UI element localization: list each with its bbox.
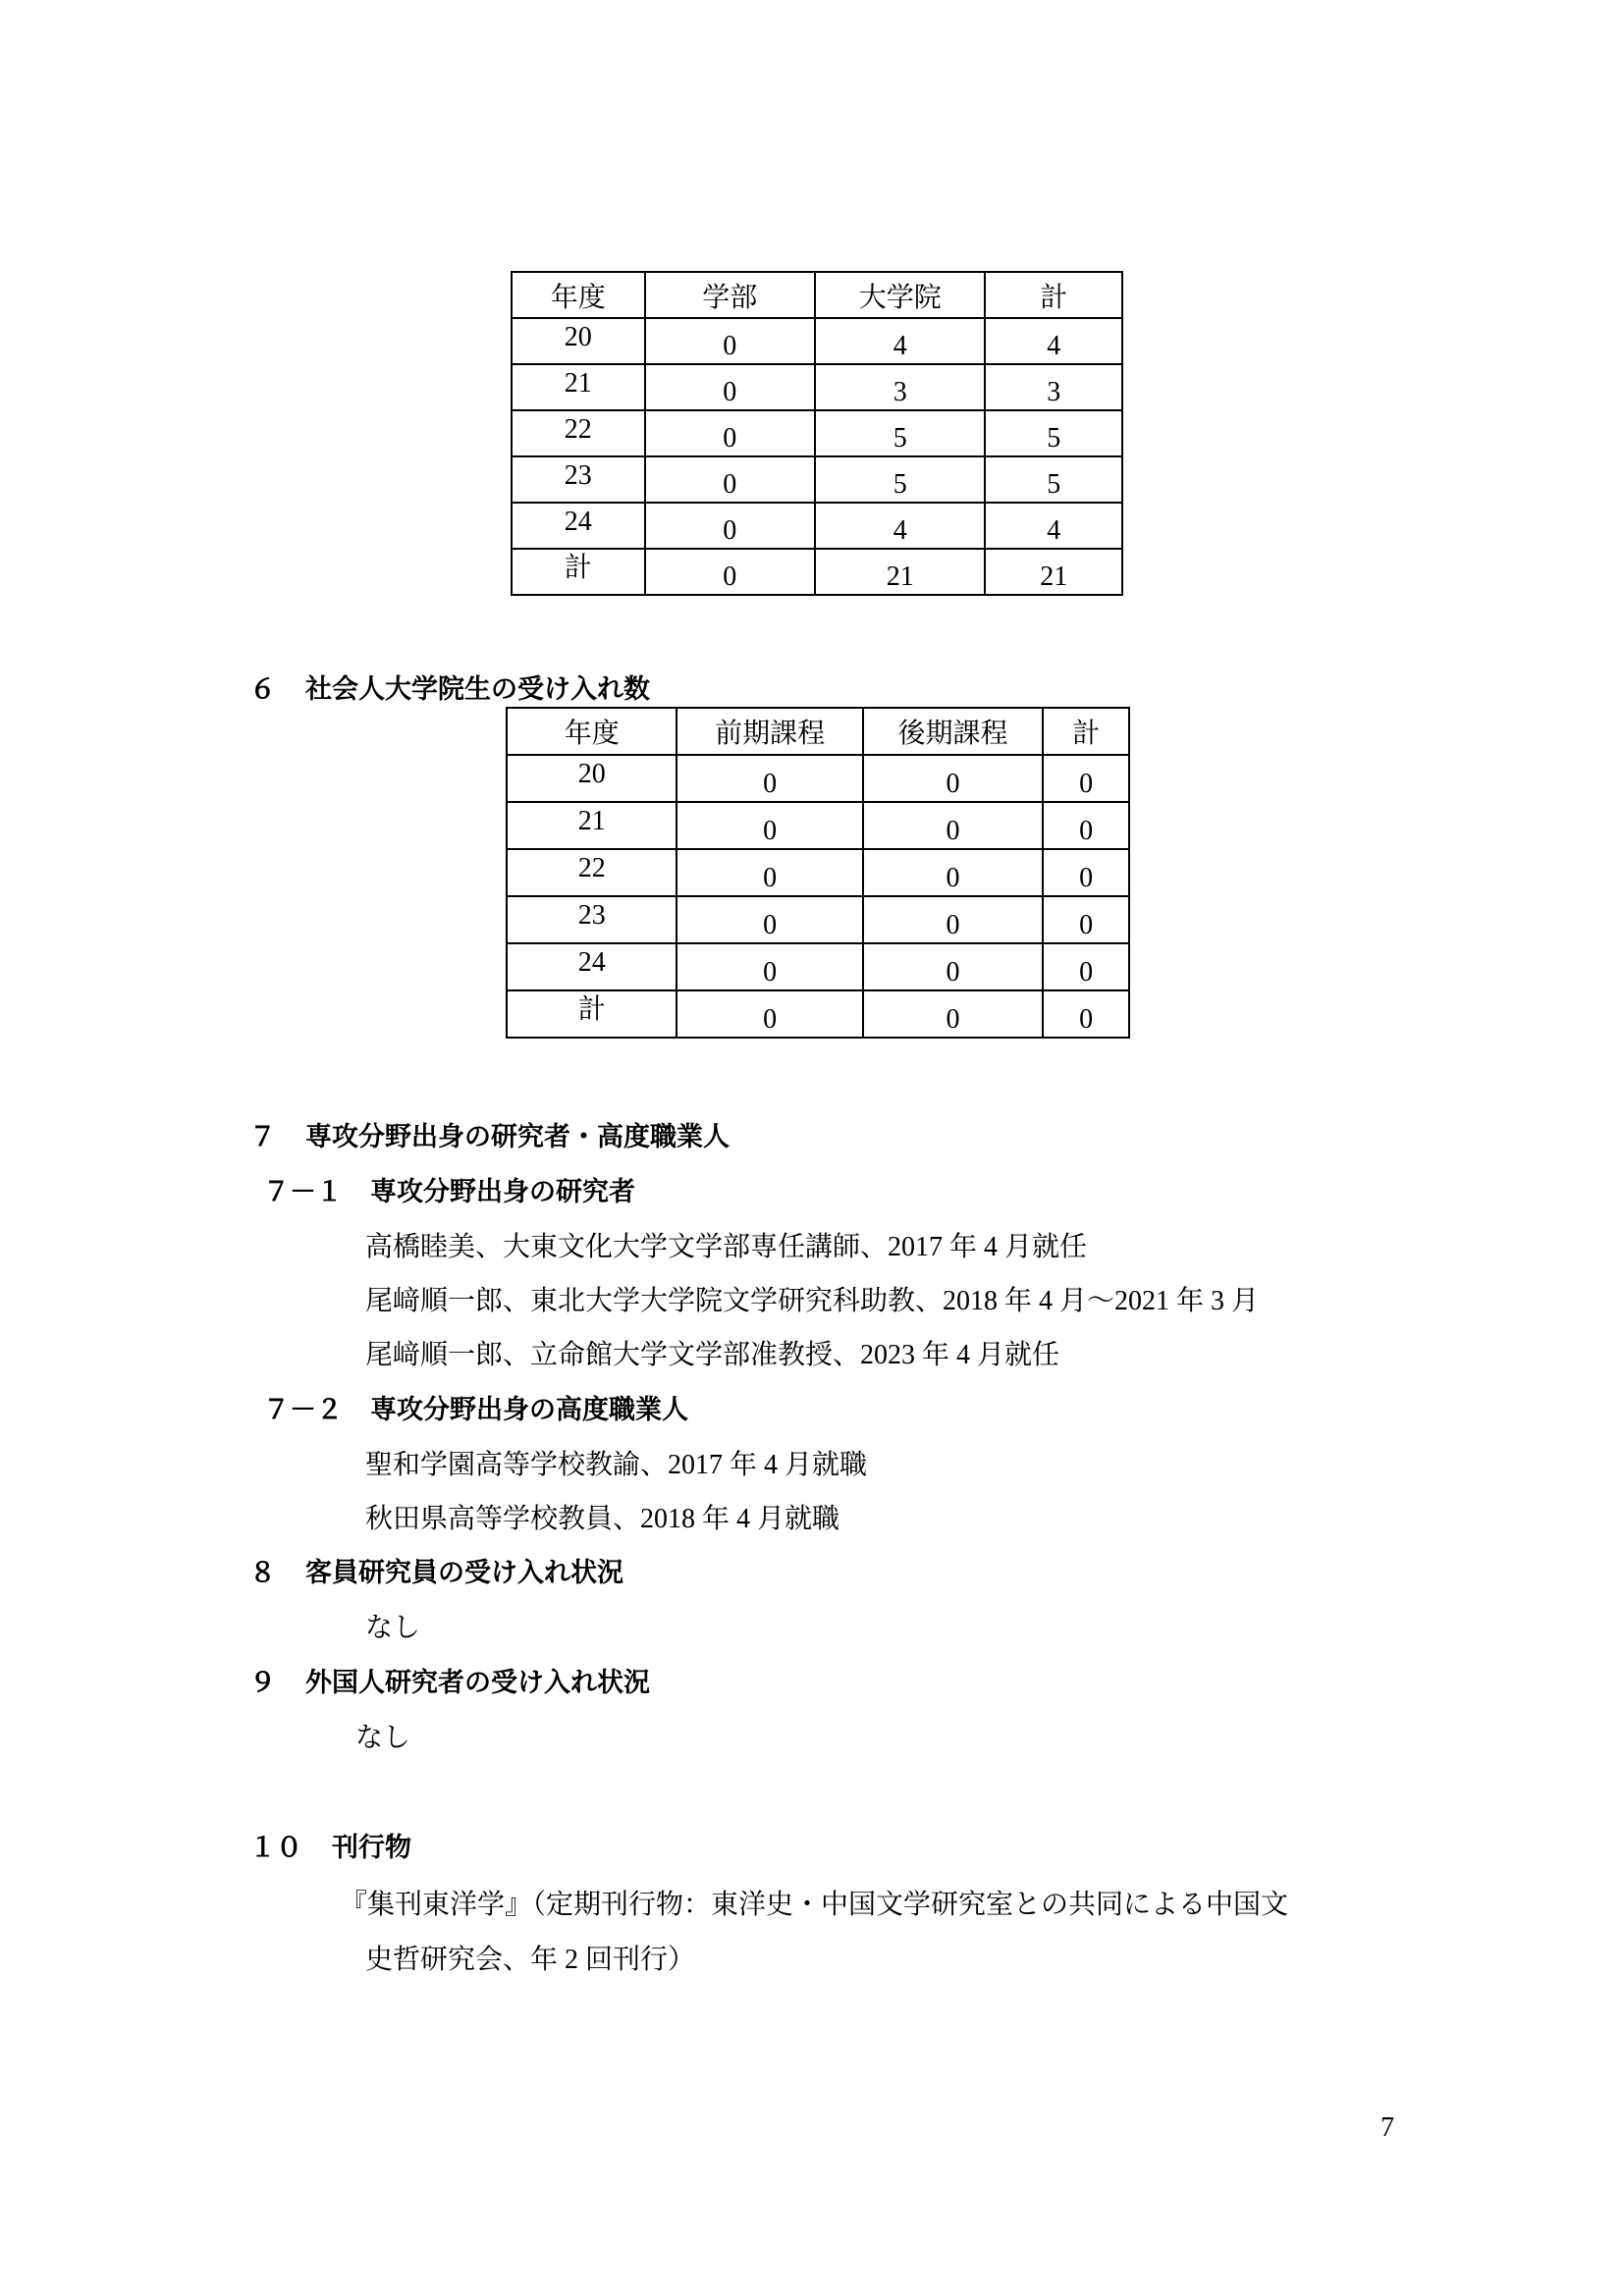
subsection-7-2-heading (263, 1388, 688, 1426)
table-row (507, 802, 1129, 849)
value-cell: 0 (645, 503, 815, 549)
year-cell: 22 (512, 410, 645, 456)
year-cell: 24 (507, 943, 677, 990)
table-working-adult-students (506, 707, 1130, 1039)
value-cell: 0 (645, 364, 815, 410)
section-10-heading (249, 1826, 411, 1864)
section-6-heading (249, 667, 650, 706)
value-cell: 0 (677, 755, 862, 802)
section-title: 刊行物 (332, 1833, 411, 1863)
researcher-item: 高橋睦美、大東文化大学文学部専任講師、2017 年 4 月就任 (365, 1232, 1088, 1262)
section-title: 外国人研究者の受け入れ状況 (305, 1668, 650, 1698)
table-total-row (512, 549, 1122, 595)
value-cell: 0 (677, 896, 862, 943)
table-row (507, 943, 1129, 990)
value-cell: 3 (815, 364, 985, 410)
value-cell: 0 (863, 849, 1043, 896)
value-cell: 0 (645, 549, 815, 595)
page-number: 7 (1380, 2112, 1394, 2143)
header-cell: 後期課程 (863, 708, 1043, 755)
value-cell: 3 (985, 364, 1122, 410)
value-cell: 4 (815, 318, 985, 364)
section-title: 社会人大学院生の受け入れ数 (305, 674, 650, 705)
table-row (512, 456, 1122, 503)
year-cell: 23 (512, 456, 645, 503)
table-student-counts (511, 271, 1123, 596)
value-cell: 21 (985, 549, 1122, 595)
section-9-heading (249, 1661, 650, 1699)
researcher-item: 尾﨑順一郎、東北大学大学院文学研究科助教、2018 年 4 月～2021 年 3 月 (365, 1286, 1260, 1316)
section-title: 客員研究員の受け入れ状況 (305, 1558, 623, 1588)
table-row (512, 410, 1122, 456)
value-cell: 0 (863, 896, 1043, 943)
table-total-row (507, 990, 1129, 1038)
section-number: １０ (249, 1833, 302, 1863)
table-row (512, 503, 1122, 549)
value-cell: 21 (815, 549, 985, 595)
table-row (507, 849, 1129, 896)
publication-line-2: 史哲研究会、年 2 回刊行） (365, 1945, 696, 1975)
year-cell: 22 (507, 849, 677, 896)
value-cell: 5 (815, 410, 985, 456)
value-cell: 0 (1043, 896, 1129, 943)
section-number: ９ (249, 1668, 276, 1698)
table-header-row (507, 708, 1129, 755)
section-title: 専攻分野出身の研究者・高度職業人 (305, 1122, 730, 1152)
year-cell: 23 (507, 896, 677, 943)
subsection-title: 専攻分野出身の高度職業人 (370, 1395, 688, 1425)
value-cell: 0 (645, 456, 815, 503)
value-cell: 0 (1043, 755, 1129, 802)
researcher-item: 尾﨑順一郎、立命館大学文学部准教授、2023 年 4 月就任 (365, 1340, 1060, 1370)
header-cell: 計 (985, 272, 1122, 318)
header-cell: 前期課程 (677, 708, 862, 755)
value-cell: 4 (985, 503, 1122, 549)
section-number: ８ (249, 1558, 276, 1588)
header-cell: 学部 (645, 272, 815, 318)
subsection-number: ７－２ (263, 1395, 343, 1425)
total-label-cell: 計 (507, 990, 677, 1038)
value-cell: 4 (815, 503, 985, 549)
publication-line-1: 『集刊東洋学』（定期刊行物：東洋史・中国文学研究室との共同による中国文 (340, 1890, 1289, 1920)
value-cell: 0 (863, 943, 1043, 990)
value-cell: 0 (677, 849, 862, 896)
value-cell: 0 (645, 410, 815, 456)
header-cell: 計 (1043, 708, 1129, 755)
value-cell: 0 (645, 318, 815, 364)
value-cell: 0 (677, 802, 862, 849)
value-cell: 5 (815, 456, 985, 503)
table-row (507, 755, 1129, 802)
table-row (507, 896, 1129, 943)
value-cell: 4 (985, 318, 1122, 364)
subsection-7-1-heading (263, 1170, 635, 1208)
year-cell: 21 (512, 364, 645, 410)
section-9-body: なし (355, 1723, 411, 1753)
value-cell: 0 (1043, 849, 1129, 896)
header-cell: 大学院 (815, 272, 985, 318)
value-cell: 0 (1043, 943, 1129, 990)
value-cell: 5 (985, 456, 1122, 503)
header-cell: 年度 (512, 272, 645, 318)
section-7-heading (249, 1115, 730, 1153)
header-cell: 年度 (507, 708, 677, 755)
section-number: ６ (249, 674, 276, 705)
total-label-cell: 計 (512, 549, 645, 595)
year-cell: 24 (512, 503, 645, 549)
year-cell: 20 (512, 318, 645, 364)
value-cell: 0 (863, 802, 1043, 849)
subsection-number: ７－１ (263, 1177, 343, 1207)
section-number: ７ (249, 1122, 276, 1152)
value-cell: 0 (677, 943, 862, 990)
value-cell: 0 (1043, 990, 1129, 1038)
table-header-row (512, 272, 1122, 318)
subsection-title: 専攻分野出身の研究者 (370, 1177, 635, 1207)
table-row (512, 364, 1122, 410)
professional-item: 聖和学園高等学校教諭、2017 年 4 月就職 (365, 1450, 868, 1480)
section-8-body: なし (365, 1613, 421, 1643)
value-cell: 0 (677, 990, 862, 1038)
year-cell: 20 (507, 755, 677, 802)
value-cell: 5 (985, 410, 1122, 456)
table-row (512, 318, 1122, 364)
professional-item: 秋田県高等学校教員、2018 年 4 月就職 (365, 1504, 840, 1534)
value-cell: 0 (863, 990, 1043, 1038)
year-cell: 21 (507, 802, 677, 849)
value-cell: 0 (863, 755, 1043, 802)
value-cell: 0 (1043, 802, 1129, 849)
section-8-heading (249, 1551, 623, 1589)
